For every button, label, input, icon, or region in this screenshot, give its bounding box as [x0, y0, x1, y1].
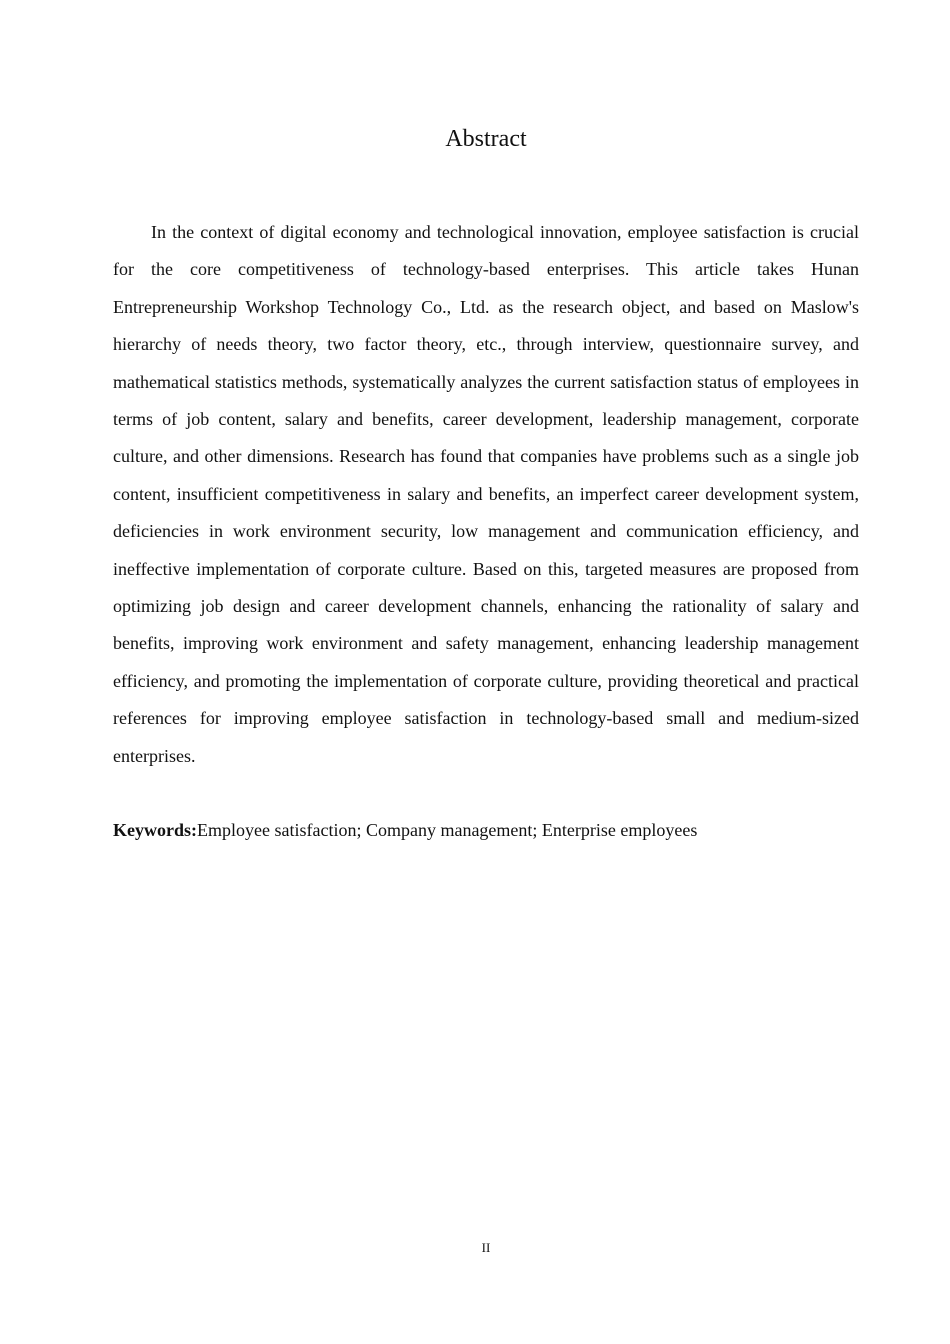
keywords-label: Keywords: [113, 820, 197, 840]
abstract-title: Abstract [445, 126, 527, 152]
keywords-line [113, 813, 859, 847]
abstract-body: In the context of digital economy and technological innovation, employee satisfaction is crucial for the core competitiveness of technology-based enterprises. This article takes Hunan Entrepreneurship Workshop Technology Co., Ltd. as the research object, and based on Maslow's hierarchy of needs theory, two factor theory, etc., through interview, questionnaire survey, and mathematical statistics methods, systematically analyzes the current satisfaction status of employees in terms of job content, salary and benefits, career development, leadership management, corporate culture, and other dimensions. Research has found that companies have problems such as a single job content, insufficient competitiveness in salary and benefits, an imperfect career development system, deficiencies in work environment security, low management and communication efficiency, and ineffective implementation of corporate culture. Based on this, targeted measures are proposed from optimizing job design and career development channels, enhancing the rationality of salary and benefits, improving work environment and safety management, enhancing leadership management efficiency, and promoting the implementation of corporate culture, providing theoretical and practical references for improving employee satisfaction in technology-based small and medium-sized enterprises. [113, 222, 859, 766]
keywords-text: Employee satisfaction; Company management; Enterprise employees [197, 820, 698, 840]
page-number: II [481, 1240, 491, 1255]
